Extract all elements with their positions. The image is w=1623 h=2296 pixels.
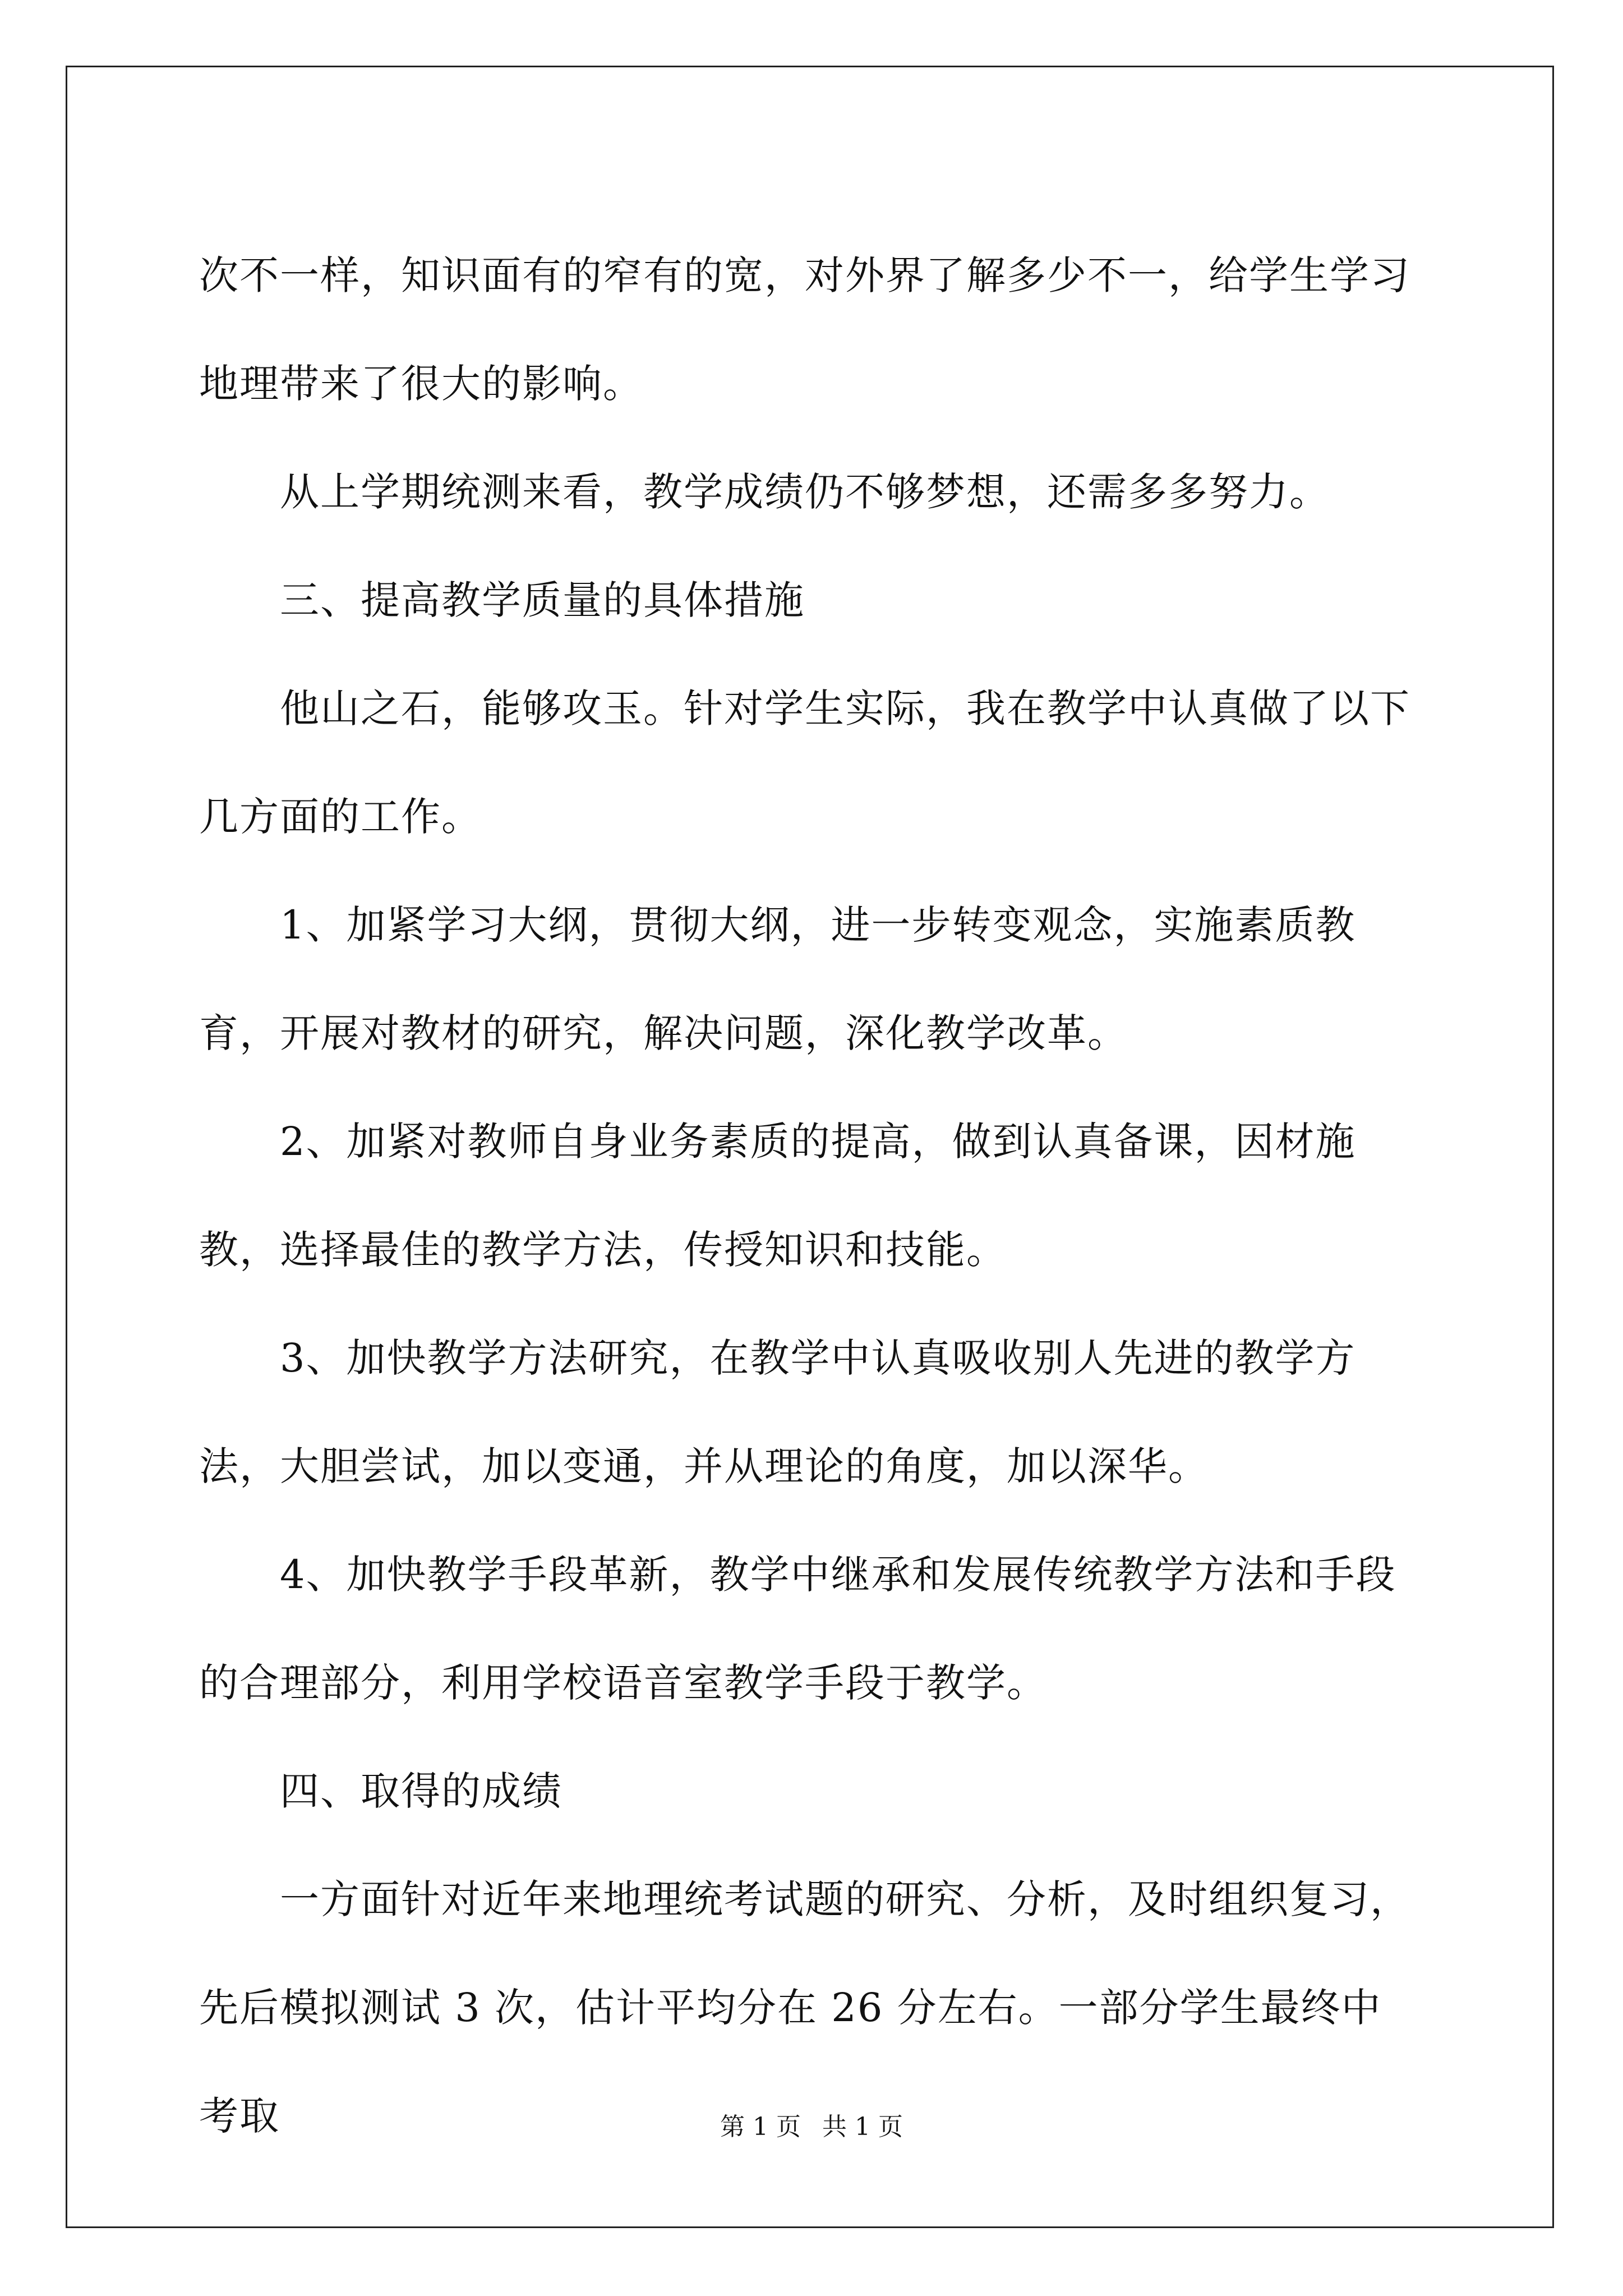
paragraph: 一方面针对近年来地理统考试题的研究、分析，及时组织复习，先后模拟测试 3 次，估计平均分在 26 分左右。一部分学生最终中考取: [199, 1876, 1410, 2139]
list-item: 3、加快教学方法研究，在教学中认真吸收别人先进的教学方法，大胆尝试，加以变通，并从理论的角度，加以深华。: [199, 1335, 1356, 1489]
list-item: 2、加紧对教师自身业务素质的提高，做到认真备课，因材施教，选择最佳的教学方法，传授知识和技能。: [199, 1119, 1356, 1273]
paragraph: 他山之石，能够攻玉。针对学生实际，我在教学中认真做了以下几方面的工作。: [199, 685, 1410, 840]
section-heading: 三、提高教学质量的具体措施: [199, 577, 805, 623]
list-item: 1、加紧学习大纲，贯彻大纲，进一步转变观念，实施素质教育，开展对教材的研究，解决问题，深化教学改革。: [199, 902, 1356, 1056]
document-body: [199, 222, 1422, 2170]
section-heading: 四、取得的成绩: [199, 1768, 562, 1814]
page-footer: [0, 2110, 1623, 2144]
list-item: 4、加快教学手段革新，教学中继承和发展传统教学方法和手段的合理部分，利用学校语音室教学手段于教学。: [199, 1552, 1396, 1706]
page-number-current: 第 1 页: [720, 2113, 801, 2141]
paragraph: 从上学期统测来看，教学成绩仍不够梦想，还需多多努力。: [199, 469, 1330, 515]
page-number-total: 共 1 页: [822, 2113, 903, 2141]
paragraph: 次不一样，知识面有的窄有的宽，对外界了解多少不一，给学生学习地理带来了很大的影响。: [199, 252, 1410, 407]
